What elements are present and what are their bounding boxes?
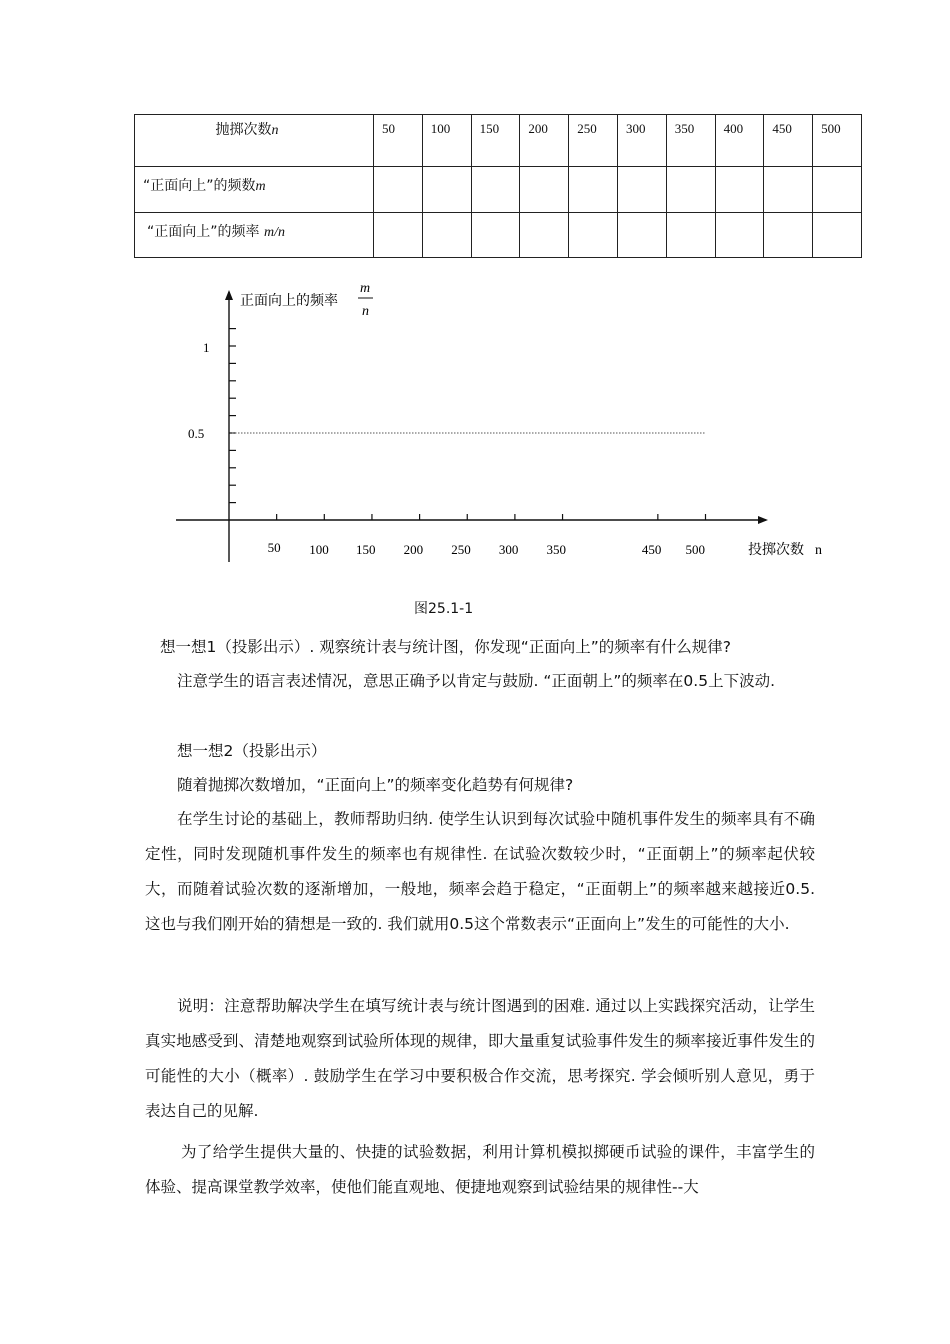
x-tick-label: 50: [267, 540, 281, 555]
y-tick-label-1: 1: [203, 340, 210, 355]
y-tick-label-0-5: 0.5: [188, 426, 205, 441]
empty-cell: [813, 167, 862, 213]
empty-cell: [569, 167, 618, 213]
y-axis-label: 正面向上的频率: [240, 293, 338, 309]
empty-cell: [813, 213, 862, 258]
table-row-frequency-count: [135, 167, 862, 213]
empty-cell: [666, 213, 715, 258]
empty-cell: [764, 167, 813, 213]
table-row-trials: [135, 115, 862, 167]
empty-cell: [617, 213, 666, 258]
empty-cell: [715, 213, 764, 258]
x-tick-label: 300: [498, 542, 519, 557]
empty-cell: [617, 167, 666, 213]
row-label-trials: 抛掷次数: [215, 122, 272, 138]
x-tick-label: 350: [546, 542, 567, 557]
x-tick-marks: [277, 514, 706, 520]
empty-cell: [471, 167, 520, 213]
empty-cell: [666, 167, 715, 213]
frequency-chart: [0, 270, 950, 570]
x-tick-label: 250: [451, 542, 471, 557]
x-tick-label: 500: [685, 542, 705, 557]
trial-cell: 150: [471, 115, 520, 167]
empty-cell: [374, 213, 423, 258]
row-label-count: “正面向上”的频数: [143, 178, 256, 194]
empty-cell: [569, 213, 618, 258]
paragraph-explanation: 说明：注意帮助解决学生在填写统计表与统计图遇到的困难. 通过以上实践探究活动，让学生真实地感受到、清楚地观察到试验所体现的规律，即大量重复试验事件发生的频率接近事件发生的可能性的大小（概率）. 鼓励学生在学习中要积极合作交流，思考探究. 学会倾听别人意见，勇于表达自己的见解.: [145, 997, 815, 1120]
y-axis-label-denominator: n: [362, 304, 369, 319]
empty-cell: [520, 167, 569, 213]
empty-cell: [471, 213, 520, 258]
x-tick-label: 150: [355, 542, 376, 557]
x-axis-label: 投掷次数: [748, 542, 804, 558]
empty-cell: [764, 213, 813, 258]
paragraph-question: 随着抛掷次数增加，“正面向上”的频率变化趋势有何规律?: [177, 776, 574, 794]
x-tick-label: 100: [309, 542, 329, 557]
empty-cell: [422, 213, 471, 258]
trial-cell: 500: [813, 115, 862, 167]
paragraph-discussion: 在学生讨论的基础上，教师帮助归纳. 使学生认识到每次试验中随机事件发生的频率具有不确定性，同时发现随机事件发生的频率也有规律性. 在试验次数较少时，“正面朝上”的频率起伏较大，而随着试验次数的逐渐增加，一般地，频率会趋于稳定，“正面朝上”的频率越来越接近0.5. 这也与我们刚开始的猜想是一致的. 我们就用0.5这个常数表示“正面向上”发生的可能性的大小.: [145, 810, 815, 933]
trial-cell: 300: [617, 115, 666, 167]
paragraph-think-2: 想一想2（投影出示）: [177, 742, 327, 760]
trial-cell: 50: [374, 115, 423, 167]
paragraph-simulation: 为了给学生提供大量的、快捷的试验数据，利用计算机模拟掷硬币试验的课件，丰富学生的体验、提高课堂教学效率，使他们能直观地、便捷地观察到试验结果的规律性--大: [145, 1143, 815, 1196]
row-var-m-over-n: m/n: [263, 225, 285, 240]
figure-caption: 图25.1-1: [414, 601, 474, 617]
row-label-rate: “正面向上”的频率: [147, 224, 264, 240]
trial-cell: 400: [715, 115, 764, 167]
row-var-n: n: [271, 123, 279, 138]
frequency-table: [134, 114, 862, 258]
trial-cell: 450: [764, 115, 813, 167]
row-var-m: m: [255, 179, 266, 194]
trial-cell: 200: [520, 115, 569, 167]
trial-cell: 350: [666, 115, 715, 167]
row-header-trials: [135, 115, 374, 167]
row-header-count: [135, 167, 374, 213]
table-row-frequency-rate: [135, 213, 862, 258]
trial-cell: 250: [569, 115, 618, 167]
empty-cell: [520, 213, 569, 258]
empty-cell: [715, 167, 764, 213]
paragraph-note-1: 注意学生的语言表述情况，意思正确予以肯定与鼓励. “正面朝上”的频率在0.5上下波动.: [177, 672, 775, 690]
x-tick-label: 450: [641, 542, 662, 557]
x-axis-label-var: n: [815, 543, 822, 558]
y-axis-label-numerator: m: [360, 281, 371, 296]
empty-cell: [374, 167, 423, 213]
paragraph-think-1: 想一想1（投影出示）. 观察统计表与统计图，你发现“正面向上”的频率有什么规律?: [160, 638, 732, 656]
row-header-rate: [135, 213, 374, 258]
y-tick-marks: [229, 329, 236, 503]
trial-cell: 100: [422, 115, 471, 167]
x-tick-label: 200: [403, 542, 424, 557]
empty-cell: [422, 167, 471, 213]
